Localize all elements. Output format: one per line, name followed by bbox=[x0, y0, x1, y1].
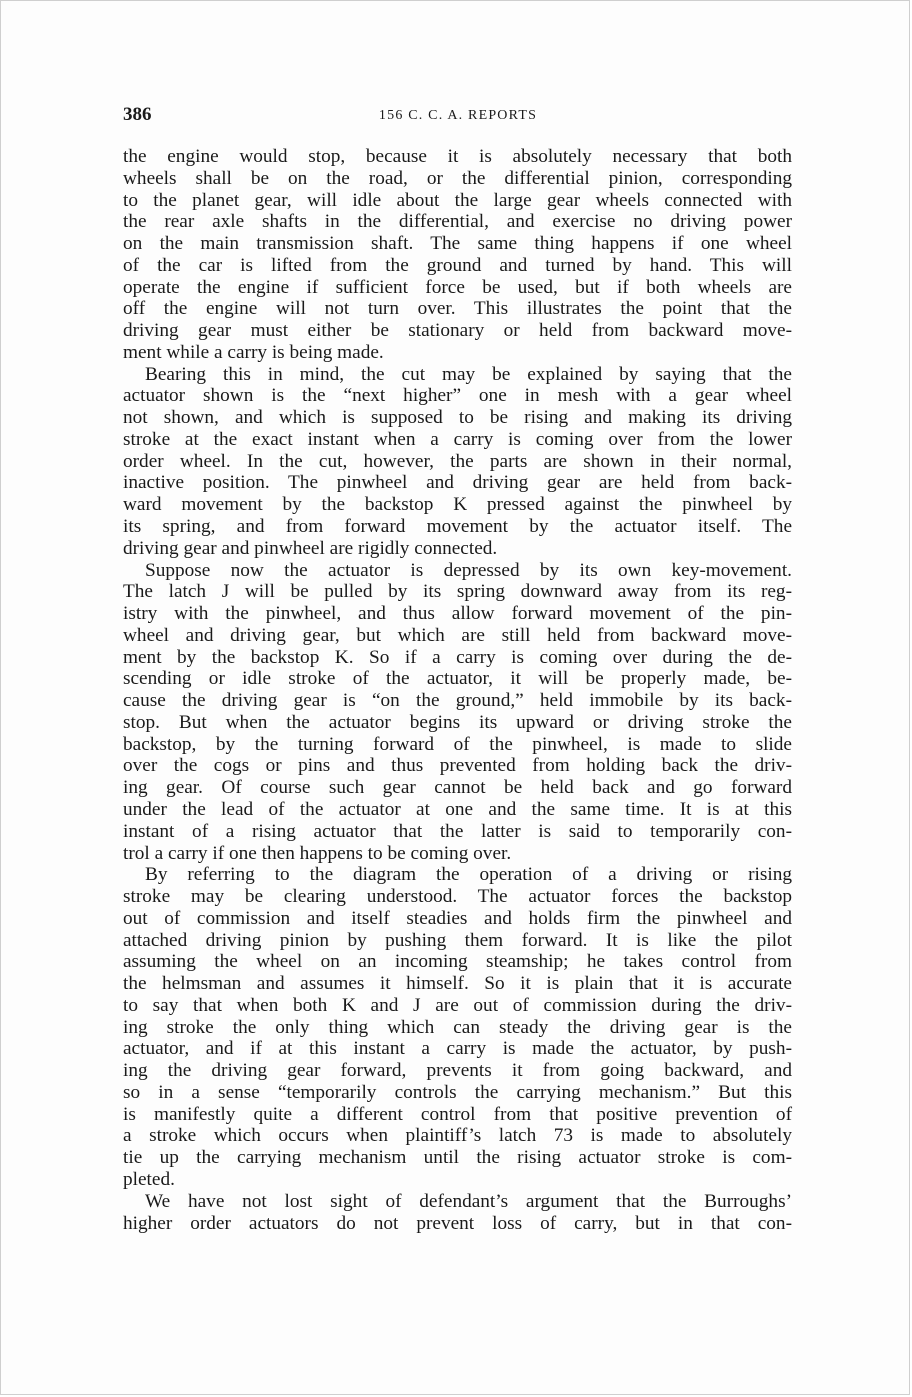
body-text bbox=[123, 146, 792, 1234]
text-line: stroke at the exact instant when a carry is coming over from the lower bbox=[123, 428, 792, 450]
text-line: the engine would stop, because it is absolutely necessary that both bbox=[123, 146, 792, 167]
text-line: ward movement by the backstop K pressed against the pinwheel by bbox=[123, 494, 792, 516]
text-line: driving gear must either be stationary or held from backward move- bbox=[123, 320, 792, 342]
text-line: order wheel. In the cut, however, the parts are shown in their normal, bbox=[123, 450, 792, 472]
text-line: higher order actuators do not prevent loss of carry, but in that con- bbox=[123, 1212, 792, 1234]
text-line: pleted. bbox=[123, 1168, 175, 1190]
text-line: attached driving pinion by pushing them forward. It is like the pilot bbox=[123, 929, 792, 951]
page-header bbox=[123, 104, 793, 128]
text-line: stop. But when the actuator begins its upward or driving stroke the bbox=[123, 711, 792, 733]
text-line: istry with the pinwheel, and thus allow forward movement of the pin- bbox=[123, 603, 792, 625]
text-line: a stroke which occurs when plaintiff’s latch 73 is made to absolutely bbox=[123, 1125, 792, 1147]
text-line: Suppose now the actuator is depressed by its own key-movement. bbox=[145, 559, 792, 581]
text-line: the rear axle shafts in the differential, and exercise no driving power bbox=[123, 211, 792, 233]
text-line: ing stroke the only thing which can steady the driving gear is the bbox=[123, 1016, 792, 1038]
text-line: We have not lost sight of defendant’s argument that the Burroughs’ bbox=[145, 1190, 792, 1212]
text-line: on the main transmission shaft. The same thing happens if one wheel bbox=[123, 233, 792, 255]
text-line: of the car is lifted from the ground and turned by hand. This will bbox=[123, 254, 792, 276]
text-line: ment while a carry is being made. bbox=[123, 341, 384, 363]
text-line: under the lead of the actuator at one and the same time. It is at this bbox=[123, 798, 792, 820]
text-line: trol a carry if one then happens to be coming over. bbox=[123, 842, 512, 864]
text-line: wheels shall be on the road, or the differential pinion, corresponding bbox=[123, 167, 792, 189]
text-line: over the cogs or pins and thus prevented from holding back the driv- bbox=[123, 755, 792, 777]
text-line: is manifestly quite a different control from that positive prevention of bbox=[123, 1103, 792, 1125]
text-line: instant of a rising actuator that the latter is said to temporarily con- bbox=[123, 820, 792, 842]
text-line: ment by the backstop K. So if a carry is coming over during the de- bbox=[123, 646, 792, 668]
text-line: actuator shown is the “next higher” one in mesh with a gear wheel bbox=[123, 385, 792, 407]
text-line: operate the engine if sufficient force be used, but if both wheels are bbox=[123, 276, 792, 298]
text-line: the helmsman and assumes it himself. So it is plain that it is accurate bbox=[123, 973, 792, 995]
text-line: actuator, and if at this instant a carry is made the actuator, by push- bbox=[123, 1038, 792, 1060]
text-line: ing the driving gear forward, prevents it from going backward, and bbox=[123, 1060, 792, 1082]
text-line: to the planet gear, will idle about the large gear wheels connected with bbox=[123, 189, 792, 211]
text-line: ing gear. Of course such gear cannot be held back and go forward bbox=[123, 777, 792, 799]
text-line: The latch J will be pulled by its spring downward away from its reg- bbox=[123, 581, 792, 603]
text-line: scending or idle stroke of the actuator, it will be properly made, be- bbox=[123, 668, 792, 690]
text-line: to say that when both K and J are out of commission during the driv- bbox=[123, 994, 792, 1016]
text-line: By referring to the diagram the operation of a driving or rising bbox=[145, 864, 792, 886]
text-line: inactive position. The pinwheel and driving gear are held from back- bbox=[123, 472, 792, 494]
text-line: assuming the wheel on an incoming steamship; he takes control from bbox=[123, 951, 792, 973]
text-line: stroke may be clearing understood. The actuator forces the backstop bbox=[123, 886, 792, 908]
text-line: Bearing this in mind, the cut may be explained by saying that the bbox=[145, 363, 792, 385]
text-line: not shown, and which is supposed to be rising and making its driving bbox=[123, 407, 792, 429]
text-line: its spring, and from forward movement by the actuator itself. The bbox=[123, 516, 792, 538]
running-head: 156 C. C. A. REPORTS bbox=[378, 108, 538, 123]
text-line: off the engine will not turn over. This illustrates the point that the bbox=[123, 298, 792, 320]
text-line: cause the driving gear is “on the ground,” held immobile by its back- bbox=[123, 690, 792, 712]
page-number: 386 bbox=[123, 104, 152, 125]
text-line: so in a sense “temporarily controls the carrying mechanism.” But this bbox=[123, 1081, 792, 1103]
text-line: wheel and driving gear, but which are still held from backward move- bbox=[123, 624, 792, 646]
text-line: out of commission and itself steadies and holds firm the pinwheel and bbox=[123, 907, 792, 929]
text-line: backstop, by the turning forward of the pinwheel, is made to slide bbox=[123, 733, 792, 755]
text-line: tie up the carrying mechanism until the rising actuator stroke is com- bbox=[123, 1147, 792, 1169]
text-line: driving gear and pinwheel are rigidly connected. bbox=[123, 537, 498, 559]
